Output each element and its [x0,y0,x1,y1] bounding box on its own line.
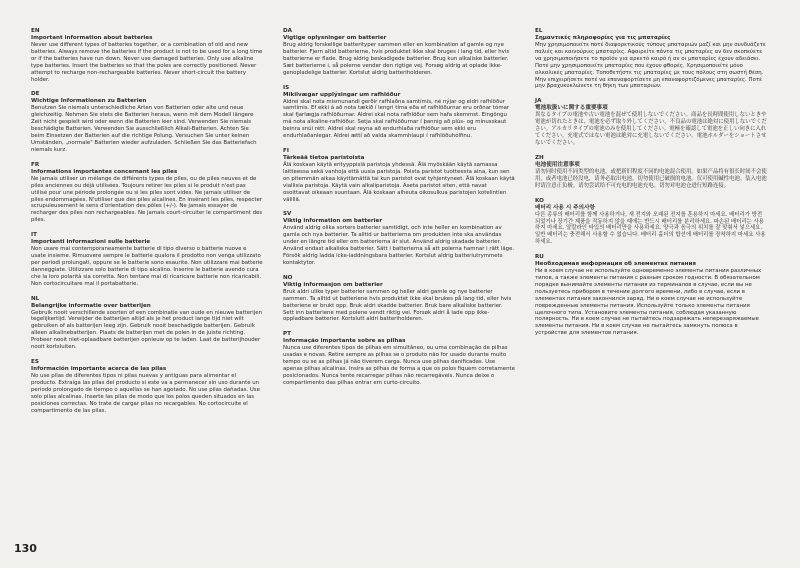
language-code: DA [283,28,292,34]
section-body: Aldrei skal nota mismunandi gerðir rafhlaðna samtímis, né nýjar og eldri rafhlöður samtímis. Ef ekki á að nota tækið í lengri tíma eða ef rafhlöðurnar eru orðnar tómar skal fjarlægja rafhlöðurnar. Aldrei skal nota rafhlöður sem hafa skemmst. Eingöngu má nota alkalíne-rafhlöður. Setja skal rafhlöðurnar í þannig að plús- og mínusskaut beinra snúi rétt. Aldrei skal reyna að endurhlaða rafhlöður sem ekki eru endurhlaðanlegar. Aldrei ættí að valda skammhlaupi í rafhlöðuhólfinu. [283,98,510,140]
language-code: SV [283,211,292,218]
language-code: FI [283,147,289,154]
section-fi [283,148,515,203]
section-title: Información importante acerca de las pilas [31,366,167,372]
section-body: Non usare mai contemporaneamente batterie di tipo diverso o batterie nuove e usate insieme. Rimuovere sempre le batterie qualora il prodotto non venga utilizzato per periodi prolungati, oppure se le batterie sono esaurite. Non utilizzare mai batterie danneggiate. Utilizzare solo batterie di tipo alcalino. Inserire le batterie avendo cura che la loro polarità sia corretta. Non tentare mai di ricaricare batterie non ricaricabili. Non cortocircuitare mai il portabatterie. [31,246,263,287]
language-code: IT [31,232,37,239]
section-title: Viktig informasjon om batterier [283,281,383,288]
column-3 [535,28,767,345]
section-body: Μην χρησιμοποιείτε ποτέ διαφορετικούς τύπους μπαταριών μαζί και μην συνδυάζετε παλιές και καινούριες μπαταρίες. Αφαιρείτε πάντα τις μπαταρίες αν δεν σκοπεύετε να χρησιμοποιήσετε το προϊόν για αρκετό καιρό ή αν οι μπαταρίες έχουν αδειάσει. Ποτέ μην χρησιμοποιείτε μπαταρίες που έχουν φθορές. Χρησιμοποιείτε μόνο αλκαλικές μπαταρίες. Τοποθετήστε τις μπαταρίες με τους πόλους στη σωστή θέση. Μην επιχειρήσετε ποτέ να επαναφορτίσετε μη επαναφορτιζόμενες μπαταρίες. Ποτέ μην βραχυκυκλώνετε τη θήκη των μπαταριών. [535,42,766,90]
section-body: Ни в коем случае не используйте одновременно элементы питания различных типов, а также элементы питания с разным сроком годности. В обязательном порядке вынимайте элементы питания из терминалов в случае, если вы не пользуетесь прибором в течение долгого времени, либо в случае, если в элементах питания закончился заряд. Ни в коем случае не используйте поврежденные элементы питания. Используйте только элементы питания щелочного типа. Установите элементы питания, соблюдая указанную полярность. Ни в коем случае не пытайтесь подзаряжать неперезаряжаемые элементы питания. Ни в коем случае не пытайтесь замкнуть полюса в устройстве для элементов питания. [535,268,762,337]
section-title: Important information about batteries [31,35,153,41]
section-title: Необходимая информация об элементах питания [535,261,697,268]
section-zh [535,155,767,190]
section-body: 请勿同时使用不同类型的电池，或把新旧程度不同的电池混合使用。如果产品将有很长时间不会使用，或者电池已经没电，请务必取出电池。切勿使用已破损的电池。仅可使用碱性电池。装入电池时请注意正负极。请勿尝试给不可充电的电池充电。切勿对电池仓进行短路连接。 [535,168,767,189]
language-code: FR [31,161,40,168]
section-sv [283,211,515,266]
section-ru [535,254,767,337]
language-code: EL [535,28,543,34]
language-code: NL [31,295,40,302]
column-1 [31,28,263,422]
section-no [283,275,515,324]
section-title: Importanti informazioni sulle batterie [31,239,151,246]
section-title: Mikilvægar upplýsingar um rafhlöður [283,91,401,98]
section-pt [283,331,515,386]
language-code: PT [283,331,291,338]
section-title: Informação importante sobre as pilhas [283,338,406,345]
section-title: Informations importantes concernant les piles [31,168,178,175]
language-code: KO [535,197,544,204]
section-title: Σημαντικές πληροφορίες για τις μπαταρίες [535,35,671,41]
section-body: No use pilas de diferentes tipos ni pilas nuevas y antiguas para alimentar el producto. Extraiga las pilas del producto si este va a permanecer sin uso durante un periodo prolongado de tiempo o aquellas se han agotado. No use pilas dañadas. Use solo pilas alcalinas. Inserte las pilas de modo que los polos queden situados en las posiciones correctas. No trate de cargar pilas no recargables. No cortocircuite el compartimento de las pilas. [31,373,260,414]
language-code: IS [283,84,290,91]
section-title: Vigtige oplysninger om batterier [283,35,387,41]
section-nl [31,296,263,351]
section-title: 电池使用注意事项 [535,161,580,168]
language-code: ES [31,359,39,365]
section-title: Viktig information om batterier [283,218,383,225]
section-body: Ne jamais utiliser un mélange de différents types de piles, ou de piles neuves et de piles anciennes ou déjà utilisées. Toujours retirer les piles si le produit n'est pas utilisé pour une période prolongée ou si les piles sont vides. Ne jamais utiliser de piles endommagées. N'utiliser que des piles alcalines. En insérant les piles, respecter scrupuleusement le sens d'orientation des pôles (+/-). Ne jamais essayer de recharger des piles non rechargeables. Ne jamais court-circuiter le compartiment des piles. [31,175,263,224]
section-title: 배터리 사용 시 주의사항 [535,204,595,211]
section-el [535,28,767,90]
section-body: Älä koskaan käytä erityyppisiä paristoja yhdessä. Älä myöskään käytä samassa laitteessa sekä vanhoja että uusia paristoja. Poista paristot tuotteesta aina, kun sen on pitemmän aikaa käyttämättä tai kun paristot ovat tyhjentyneet. Älä koskaan käytä viallisia paristoja. Käytä vain alkaliparistoja. Aseta paristot siten, että navat osoittavat oikeaan suuntaan. Älä koskaan alheuta oikosulkua paristojen kotelintien välillä. [283,161,515,203]
section-title: Tärkeää tietoa paristoista [283,154,365,161]
section-body: Bruk aldri ulike typer batterier sammen og heller aldri gamle og nye batterier sammen. Ta alltid ut batteriene hvis produktet ikke skal brukes på lang tid, eller hvis batteriene er brukt opp. Bruk aldri skadde batterier. Bruk bare alkaliske batterier. Sett inn batteriene med polene vendt riktig vei. Forsøk aldri å lade opp ikke-oppladbare batterier. Kortslutt aldri batteriholderen. [283,288,512,323]
section-en [31,28,263,83]
section-body: Nunca use diferentes tipos de pilhas em simultâneo, ou uma combinação de pilhas usadas e novas. Retire sempre as pilhas se o produto não for usado durante muito tempo ou se as pilhas já não tiverem carga. Nunca use pilhas danificadas. Use apenas pilhas alcalinas. Insira as pilhas de forma a que os polos fiquem corretamente posicionados. Nunca tente recarregar pilhas não recarregáveis. Nunca deixe o compartimento das pilhas entrar em curto-circuito. [283,345,515,386]
section-body: 다른 종류의 배터리를 함께 사용하거나, 새 전지와 오래된 전지를 혼용하지 마세요. 배터리가 방전되었거나 장기간 제품을 작동하지 않을 때에는 반드시 배터리를 분리하세요. 파손된 배터리는 사용하지 마세요. 알칼라인 타입의 배터리만을 사용하세요. 양극과 음극의 위치를 잘 맞춰서 넣으세요. 일반 배터리는 충전해서 사용할 수 없습니다. 배터리 홀더의 합선에 배터리를 장착하지 마세요 사용하세요. [535,211,766,246]
section-ja [535,98,767,147]
section-body: Gebruik nooit verschillende soorten of een combinatie van oude en nieuwe batterijen tegelijkertijd. Verwijder de batterijen altijd als je het product lange tijd niet wilt gebruiken of als batterijen leeg zijn. Gebruik nooit beschadigde batterijen. Gebruik alleen alkalinebatterijen. Plaats de batterijen met de polen in de juiste richting. Probeer nooit niet-oplaadbare batterijen opnieuw op te laden. Laat de batterijhouder nooit kortsluiten. [31,309,262,351]
language-code: EN [31,28,40,34]
section-body: Använd aldrig olika sorters batterier samtidigt, och inte heller en kombination av gamla och nya batterier. Ta alltid ur batterierna om produkten inte ska användas under en längre tid eller om batterierna är slut. Använd aldrig skadade batterier. Använd endast alkaliska batterier. Sätt i batterierna så att polerna hamnar i rätt läge. Försök aldrig ladda icke-laddningsbara batterier. Kortslut aldrig batteriutrymmets kontaktytor. [283,225,515,266]
section-body: Brug aldrig forskellige batterityper sammen eller en kombination af gamle og nye batterier. Fjern altid batterierne, hvis produktet ikke skal bruges i lang tid, eller hvis batterierne er flade. Brug aldrig beskadigede batterier. Brug kun alkaliske batterier. Sæt batterierne i, så polerne vender den rigtige vej. Forsøg aldrig at oplade ikke-genopladelige batterier. Kortslut aldrig batteriholderen. [283,42,510,76]
section-ko [535,198,767,247]
language-code: DE [31,91,40,98]
language-code: RU [535,254,544,261]
language-code: JA [535,98,542,105]
section-title: 電池取扱いに関する重要事項 [535,105,608,112]
section-de [31,91,263,153]
language-code: NO [283,274,293,281]
section-body: 異なるタイプの電池や古い電池を混ぜて使用しないでください。商品を長時間使用しないときや電池が切れたときは、電池を必ず取り外してください。不良品の電池は絶対に使用しないでください。アルカリタイプの電池のみを使用してください。電極を確認して電池を正しい向きに入れてください。充電式ではない電池は絶対に充電しないでください。電池ホルダーをショートさせないでください。 [535,112,767,146]
section-title: Belangrijke informatie over batterijen [31,302,151,309]
section-es [31,359,263,414]
section-title: Wichtige Informationen zu Batterien [31,98,147,105]
language-code: ZH [535,154,544,161]
section-da [283,28,515,77]
column-2 [283,28,515,395]
section-body: Never use different types of batteries together, or a combination of old and new batteries. Always remove the batteries if the product is not to be used for a long time or if the batteries have run down. Never use damaged batteries. Only use alkaline type batteries. Insert the batteries so that the poles are correctly positioned. Never attempt to recharge non-rechargeable batteries. Never short-circuit the battery holder. [31,42,263,83]
section-fr [31,162,263,224]
section-is [283,85,515,140]
section-it [31,232,263,287]
page-number: 130 [14,542,37,555]
section-body: Benutzen Sie niemals unterschiedliche Arten von Batterien oder alte und neue gleichzeitig. Nehmen Sie stets die Batterien heraus, wenn mit dem Modell längere Zeit nicht gespielt wird oder wenn die Batterien leer sind. Verwenden Sie niemals beschädigte Batterien. Verwenden Sie ausschließlich Alkali-Batterien. Achten Sie beim Einsetzen der Batterien auf die richtige Polung. Versuchen Sie unter keinen Umständen, „normale" Batterien wieder aufzuladen. Schließen Sie das Batteriefach niemals kurz. [31,105,257,153]
